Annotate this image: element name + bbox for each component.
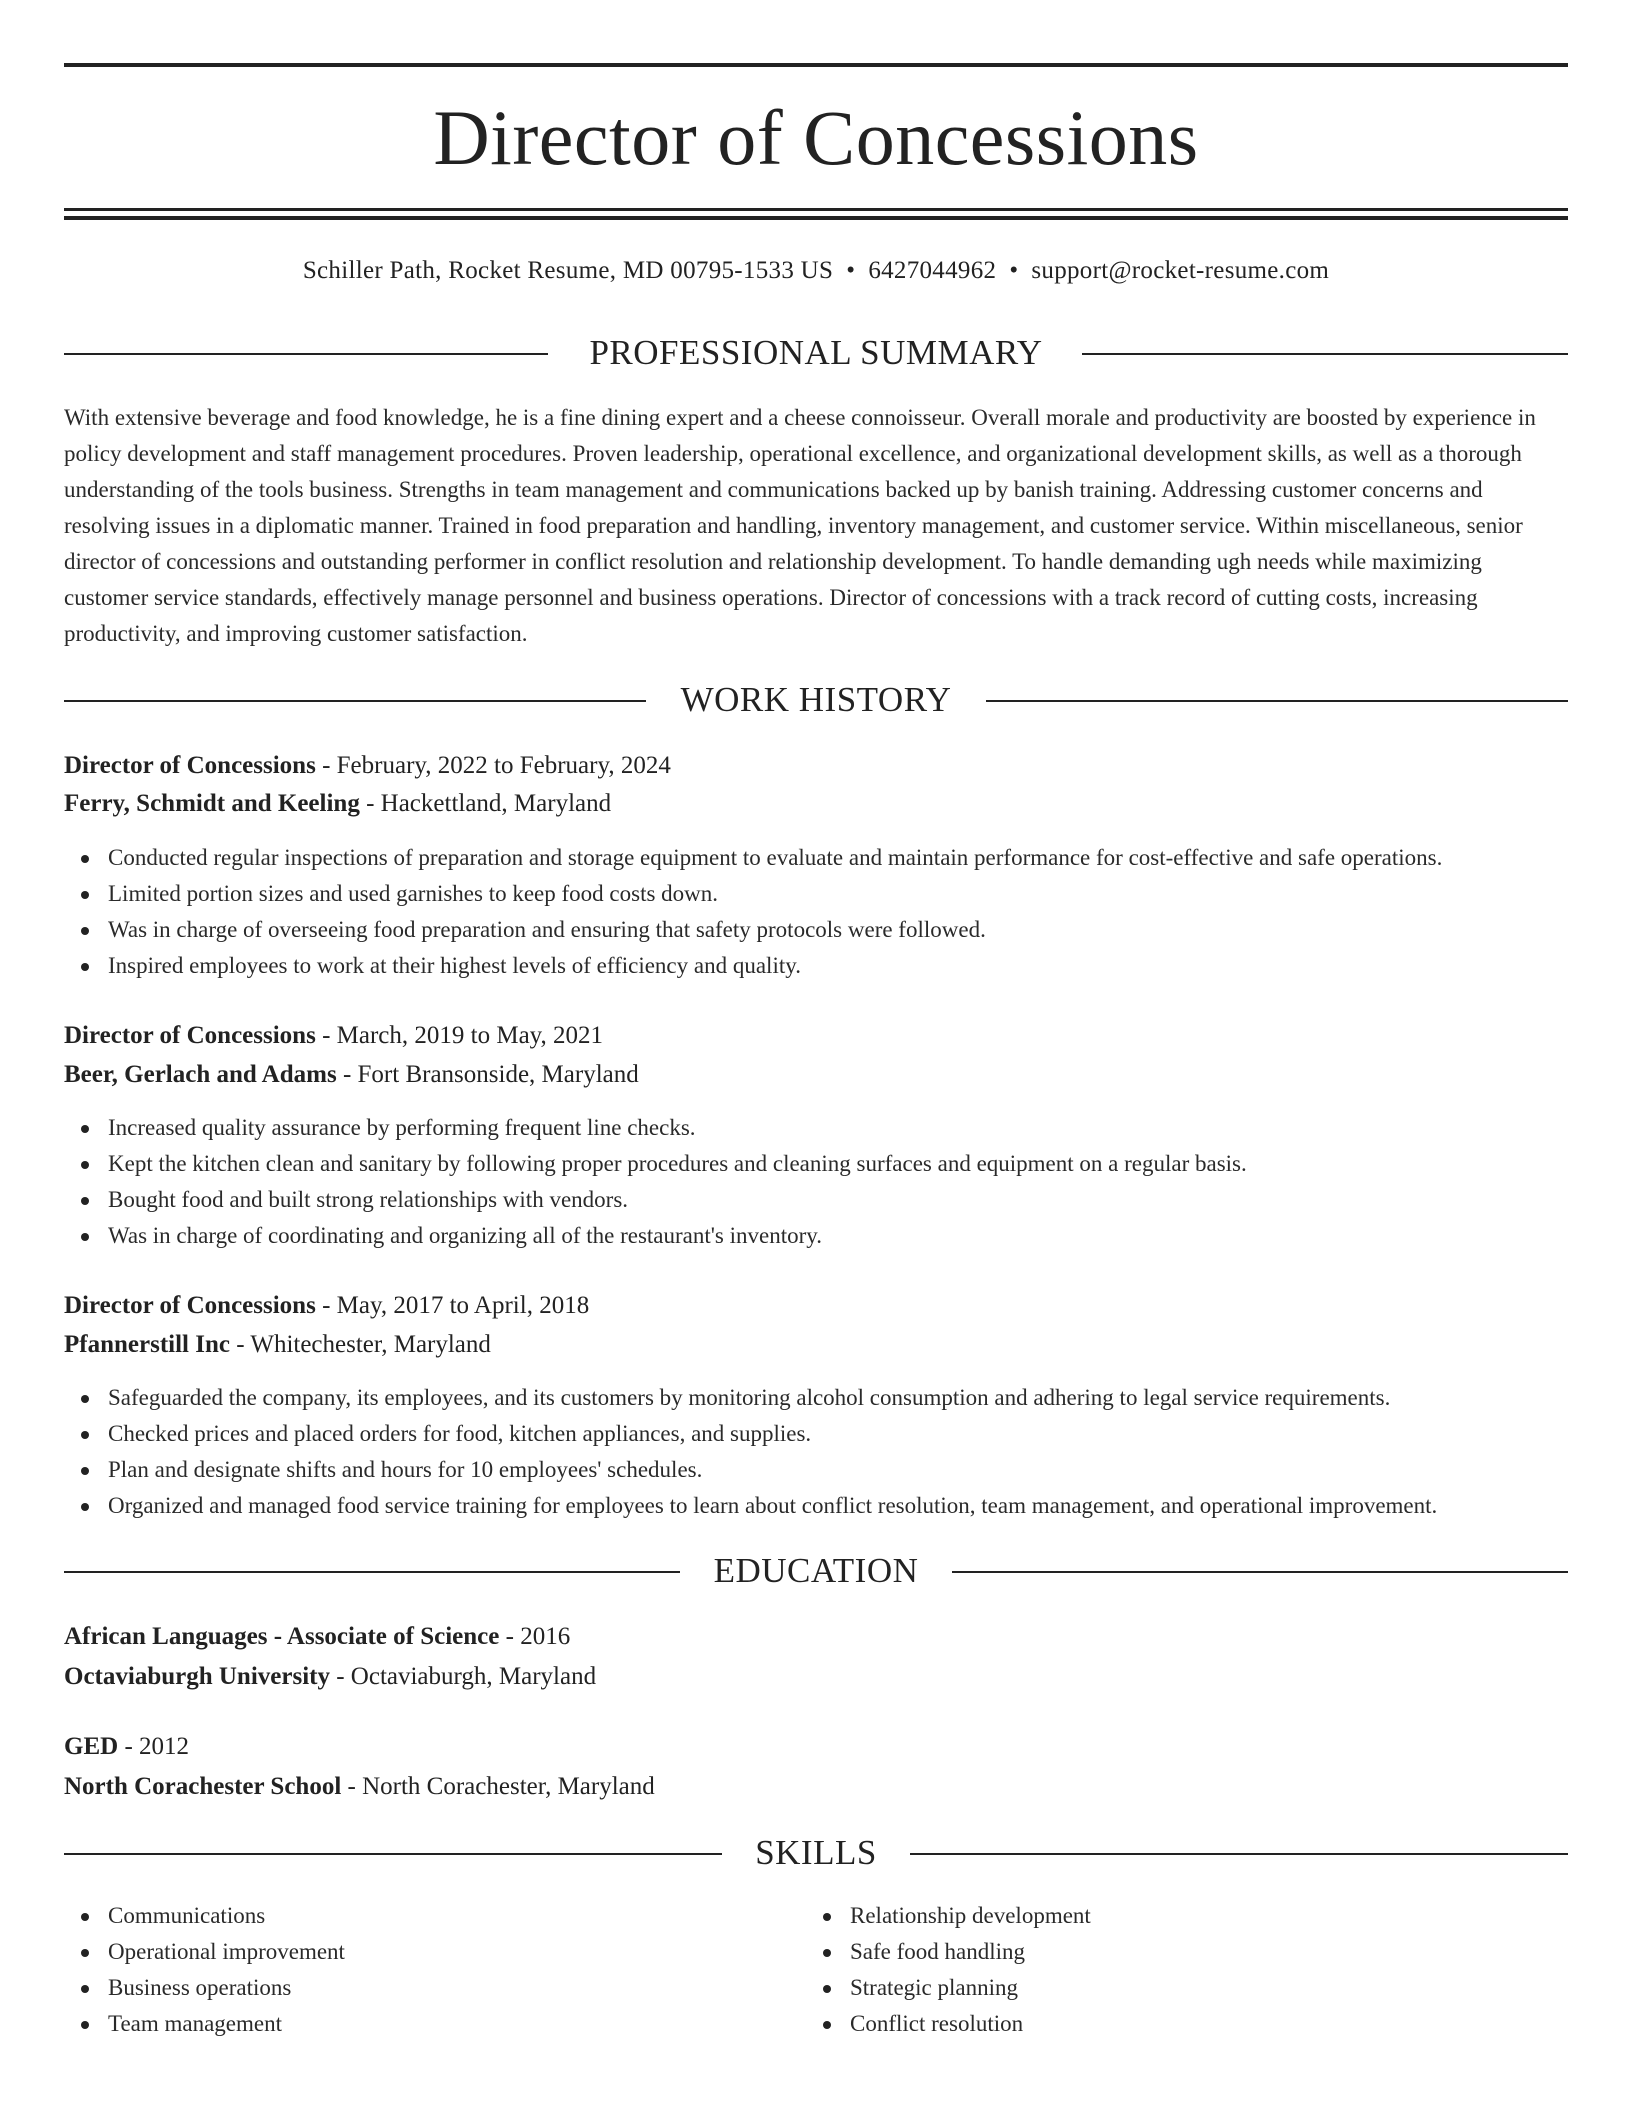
job-title-line [64,1017,1568,1055]
job-bullets [64,1380,1568,1524]
contact-phone: 6427044962 [868,257,997,284]
list-item: Organized and managed food service training for employees to learn about conflict resolution, team management, and operational improvement. [64,1488,1568,1524]
education-location: - North Corachester, Maryland [341,1773,655,1800]
job-company-line [64,785,1568,823]
contact-info [64,255,1568,287]
list-item: Kept the kitchen clean and sanitary by following proper procedures and cleaning surfaces and equipment on a regular basis. [64,1146,1568,1182]
job-company: Ferry, Schmidt and Keeling [64,790,360,817]
section-heading-label: PROFESSIONAL SUMMARY [589,333,1043,372]
job-title-line [64,747,1568,785]
header-top-rule [64,63,1568,67]
skills-list-right [806,1898,1546,2042]
heading-rule-right [1082,353,1568,355]
heading-rule-right [952,1571,1568,1573]
list-item: Conflict resolution [806,2006,1546,2042]
education-year: - 2012 [118,1733,190,1760]
education-school: North Corachester School [64,1773,342,1800]
list-item: Business operations [64,1970,804,2006]
list-item: Operational improvement [64,1934,804,1970]
list-item: Was in charge of overseeing food preparation and ensuring that safety protocols were followed. [64,912,1568,948]
header-bottom-rule [64,208,1568,211]
list-item: Plan and designate shifts and hours for 10 employees' schedules. [64,1452,1568,1488]
list-item: Communications [64,1898,804,1934]
education-school-line [64,1768,1568,1806]
heading-rule-right [910,1853,1568,1855]
section-heading-education [64,1551,1568,1591]
list-item: Inspired employees to work at their highest levels of efficiency and quality. [64,948,1568,984]
job-title-line [64,1287,1568,1325]
job-location: - Hackettland, Maryland [359,790,612,817]
job-location: - Whitechester, Maryland [229,1331,491,1358]
contact-separator: • [1009,257,1019,284]
section-heading-summary [64,333,1568,373]
job-company-line [64,1056,1568,1094]
skills-list-left [64,1898,804,2042]
job-location: - Fort Bransonside, Maryland [336,1061,639,1088]
education-school-line [64,1658,1568,1696]
job-dates: - February, 2022 to February, 2024 [315,752,671,779]
list-item: Increased quality assurance by performing frequent line checks. [64,1110,1568,1146]
list-item: Limited portion sizes and used garnishes to keep food costs down. [64,876,1568,912]
education-degree-line [64,1728,1568,1766]
header-bottom-rule-double [64,216,1568,220]
list-item: Checked prices and placed orders for food, kitchen appliances, and supplies. [64,1416,1568,1452]
section-heading-label: EDUCATION [713,1551,919,1590]
list-item: Conducted regular inspections of preparation and storage equipment to evaluate and maintain performance for cost-effective and safe operations. [64,840,1568,876]
list-item: Bought food and built strong relationships with vendors. [64,1182,1568,1218]
heading-rule-right [986,700,1568,702]
list-item: Team management [64,2006,804,2042]
education-location: - Octaviaburgh, Maryland [329,1663,597,1690]
job-title: Director of Concessions [64,1292,316,1319]
contact-email: support@rocket-resume.com [1031,257,1330,284]
section-heading-work [64,680,1568,720]
job-company: Beer, Gerlach and Adams [64,1061,337,1088]
contact-separator: • [846,257,856,284]
summary-text: With extensive beverage and food knowledge, he is a fine dining expert and a cheese connoisseur. Overall morale and productivity are boosted by experience in policy development and staff management procedures. Proven leadership, operational excellence, and organizational development skills, as well as a thorough understanding of the tools business. Strengths in team management and communications backed up by banish training. Addressing customer concerns and resolving issues in a diplomatic manner. Trained in food preparation and handling, inventory management, and customer service. Within miscellaneous, senior director of concessions and outstanding performer in conflict resolution and relationship development. To handle demanding ugh needs while maximizing customer service standards, effectively manage personnel and business operations. Director of concessions with a track record of cutting costs, increasing productivity, and improving customer satisfaction. [64,405,1536,646]
job-title: Director of Concessions [64,1022,316,1049]
section-heading-label: WORK HISTORY [680,680,952,719]
job-dates: - March, 2019 to May, 2021 [315,1022,604,1049]
section-heading-skills [64,1833,1568,1873]
job-dates: - May, 2017 to April, 2018 [315,1292,590,1319]
job-company-line [64,1326,1568,1364]
list-item: Strategic planning [806,1970,1546,2006]
list-item: Was in charge of coordinating and organizing all of the restaurant's inventory. [64,1218,1568,1254]
job-company: Pfannerstill Inc [64,1331,230,1358]
list-item: Relationship development [806,1898,1546,1934]
page-title: Director of Concessions [433,94,1199,181]
education-school: Octaviaburgh University [64,1663,330,1690]
education-degree: African Languages - Associate of Science [64,1623,500,1650]
education-degree-line [64,1618,1568,1656]
education-year: - 2016 [499,1623,571,1650]
job-bullets [64,840,1568,984]
list-item: Safe food handling [806,1934,1546,1970]
contact-address: Schiller Path, Rocket Resume, MD 00795-1533 US [302,257,834,284]
job-title: Director of Concessions [64,752,316,779]
job-bullets [64,1110,1568,1254]
section-heading-label: SKILLS [755,1833,877,1872]
education-degree: GED [64,1733,119,1760]
list-item: Safeguarded the company, its employees, and its customers by monitoring alcohol consumption and adhering to legal service requirements. [64,1380,1568,1416]
